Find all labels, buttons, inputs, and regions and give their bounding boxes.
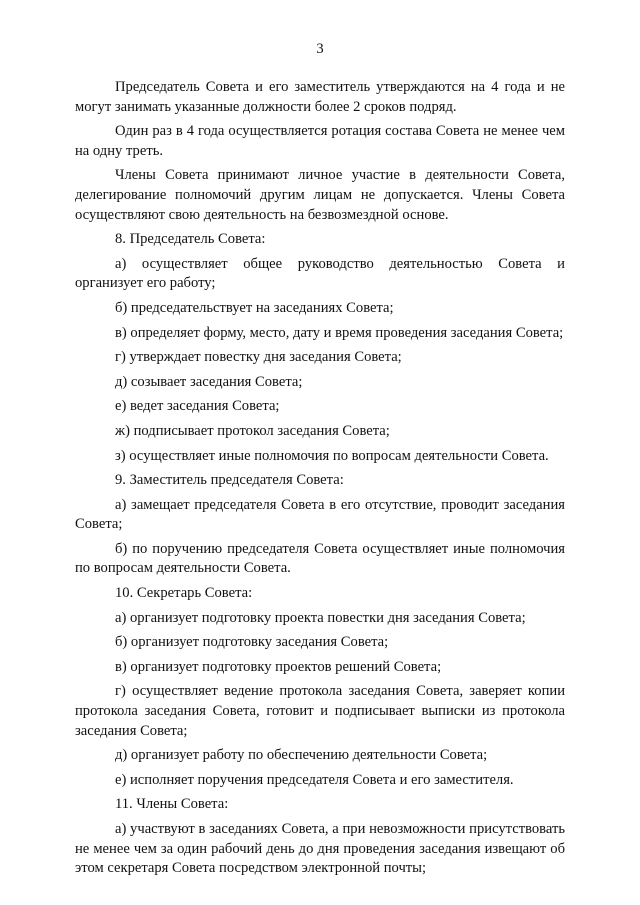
- paragraph-rotation: Один раз в 4 года осуществляется ротация состава Совета не менее чем на одну треть.: [75, 123, 565, 159]
- section-8-heading: 8. Председатель Совета:: [115, 231, 266, 248]
- section-9-heading: 9. Заместитель председателя Совета:: [115, 472, 344, 489]
- document-body: [75, 78, 565, 879]
- section-11-heading: 11. Члены Совета:: [115, 796, 229, 813]
- list-item: д) созывает заседания Совета;: [115, 373, 303, 390]
- paragraph-term-limits: Председатель Совета и его заместитель утверждаются на 4 года и не могут занимать указанные должности более 2 сроков подряд.: [75, 79, 565, 115]
- list-item: а) организует подготовку проекта повестки дня заседания Совета;: [115, 609, 526, 626]
- list-item: б) председательствует на заседаниях Совета;: [115, 299, 394, 316]
- section-10-heading: 10. Секретарь Совета:: [115, 585, 253, 602]
- list-item: г) осуществляет ведение протокола заседания Совета, заверяет копии протокола заседания Совета, готовит и подписывает выписки из протокола заседания Совета;: [75, 683, 565, 739]
- list-item: в) определяет форму, место, дату и время проведения заседания Совета;: [115, 324, 564, 341]
- paragraph-personal-participation: Члены Совета принимают личное участие в деятельности Совета, делегирование полномочий другим лицам не допускается. Члены Совета осуществляют свою деятельность на безвозмездной основе.: [75, 167, 565, 223]
- list-item: а) замещает председателя Совета в его отсутствие, проводит заседания Совета;: [75, 496, 565, 533]
- list-item: е) исполняет поручения председателя Совета и его заместителя.: [115, 771, 514, 788]
- list-item: а) участвуют в заседаниях Совета, а при невозможности присутствовать не менее чем за один рабочий день до дня проведения заседания извещают об этом секретаря Совета посредством электронной почты;: [75, 821, 565, 877]
- list-item: в) организует подготовку проектов решений Совета;: [115, 658, 442, 675]
- list-item: а) осуществляет общее руководство деятельностью Совета и организует его работу;: [75, 255, 565, 292]
- page-number: 3: [316, 41, 324, 57]
- list-item: з) осуществляет иные полномочия по вопросам деятельности Совета.: [115, 447, 549, 464]
- list-item: б) по поручению председателя Совета осуществляет иные полномочия по вопросам деятельности Совета.: [75, 540, 565, 577]
- list-item: ж) подписывает протокол заседания Совета;: [115, 422, 390, 439]
- list-item: е) ведет заседания Совета;: [115, 398, 280, 415]
- list-item: б) организует подготовку заседания Совета;: [115, 634, 389, 651]
- list-item: г) утверждает повестку дня заседания Совета;: [115, 349, 402, 366]
- list-item: д) организует работу по обеспечению деятельности Совета;: [115, 747, 488, 764]
